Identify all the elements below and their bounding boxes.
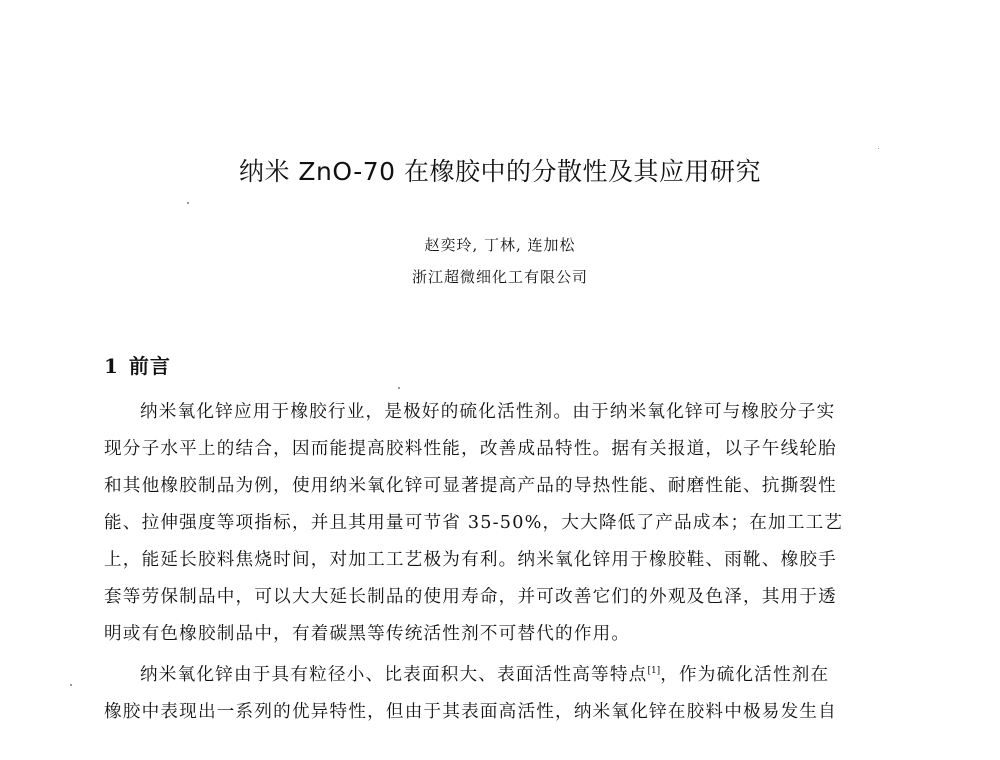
body-text-line: 上，能延长胶料焦烧时间，对加工工艺极为有利。纳米氧化锌用于橡胶鞋、雨靴、橡胶手 <box>104 550 837 570</box>
scan-speck <box>398 387 400 389</box>
body-text-line: 纳米氧化锌应用于橡胶行业，是极好的硫化活性剂。由于纳米氧化锌可与橡胶分子实 <box>140 402 836 422</box>
body-text-line <box>140 661 829 686</box>
section-title: 前言 <box>128 354 171 378</box>
body-text-segment: ，作为硫化活性剂在 <box>660 665 830 685</box>
body-text-line: 和其他橡胶制品为例，使用纳米氧化锌可显著提高产品的导热性能、耐磨性能、抗撕裂性 <box>104 476 837 496</box>
scan-speck <box>70 684 72 686</box>
body-text-line: 现分子水平上的结合，因而能提高胶料性能，改善成品特性。据有关报道，以子午线轮胎 <box>104 439 837 459</box>
body-text-line: 明或有色橡胶制品中，有着碳黑等传统活性剂不可替代的作用。 <box>104 624 631 644</box>
paper-title: 纳米 ZnO-70 在橡胶中的分散性及其应用研究 <box>238 157 762 186</box>
body-text-line: 橡胶中表现出一系列的优异特性，但由于其表面高活性，纳米氧化锌在胶料中极易发生自 <box>104 702 837 722</box>
author-list: 赵奕玲, 丁林, 连加松 <box>424 236 576 254</box>
body-text-segment: 纳米氧化锌由于具有粒径小、比表面积大、表面活性高等特点 <box>140 665 648 685</box>
author-affiliation: 浙江超微细化工有限公司 <box>411 268 588 286</box>
section-heading <box>104 350 171 379</box>
body-text-line: 能、拉伸强度等项指标，并且其用量可节省 35-50%，大大降低了产品成本；在加工工艺 <box>104 513 844 533</box>
section-number: 1 <box>104 354 119 378</box>
body-text-line: 套等劳保制品中，可以大大延长制品的使用寿命，并可改善它们的外观及色泽，其用于透 <box>104 587 837 607</box>
scan-speck <box>187 202 189 204</box>
scan-speck <box>878 148 879 149</box>
citation-marker: [1] <box>647 666 661 676</box>
